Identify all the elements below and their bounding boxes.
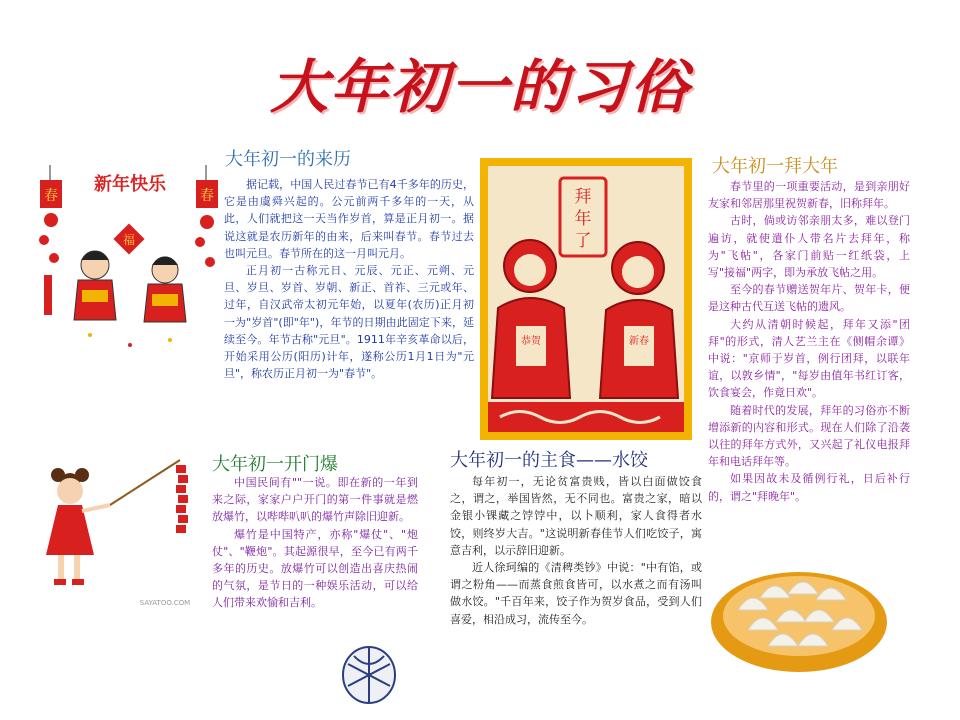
figure-right-caption: 新春 <box>629 336 649 347</box>
firecracker-heading: 大年初一开门爆 <box>212 454 338 475</box>
bainian-papercut-image <box>480 158 692 440</box>
bainian-paragraph: 随着时代的发展，拜年的习俗亦不断增添新的内容和形式。现在人们除了沿袭以往的拜年方式外，又兴起了礼仪电报拜年和电话拜年等。 <box>708 403 910 469</box>
new-year-kids-illustration <box>30 160 230 360</box>
firecracker-paragraph: 中国民间有""一说。即在新的一年到来之际，家家户户开门的第一件事就是燃放爆竹，以哔哔叭叭的爆竹声除旧迎新。 <box>212 476 418 524</box>
bainian-heading: 大年初一拜大年 <box>712 156 838 177</box>
origin-body <box>224 176 474 382</box>
food-heading: 大年初一的主食——水饺 <box>450 450 648 471</box>
firecracker-body <box>212 474 418 612</box>
couplet-right-char: 春 <box>200 188 214 204</box>
svg-text:年: 年 <box>574 209 592 229</box>
bainian-body <box>708 178 910 505</box>
origin-paragraph: 据记载，中国人民过春节已有4千多年的历史，它是由虞舜兴起的。公元前两千多年的一天，从此，人们就把这一天当作岁首，算是正月初一。据说这就是农历新年的由来，后来叫春节。春节过去也叫元旦。春节所在的这一月叫元月。 <box>224 178 474 260</box>
firecracker-string <box>176 465 188 533</box>
food-body <box>450 473 702 628</box>
origin-paragraph: 正月初一古称元日、元辰、元正、元朔、元旦、岁旦、岁首、岁朝、新正、首祚、三元或年、过年，自汉武帝太初元年始，以夏年(农历)正月初一为"岁首"(即"年")，年节的日期由此固定下来，延续至今。年节古称"元旦"。1911年辛亥革命以后，开始采用公历(阳历)计年，遂称公历1月1日为"元旦"，称农历正月初一为"春节"。 <box>224 264 474 381</box>
page-title: 大年初一的习俗 <box>270 53 691 121</box>
svg-text:福: 福 <box>122 233 136 247</box>
bainian-paragraph: 如果因故未及循例行礼，日后补行的，谓之"拜晚年"。 <box>708 472 910 503</box>
bainian-paragraph: 大约从清朝时候起，拜年又添"团拜"的形式，清人艺兰主在《侧帽余谭》中说："京师于岁首，例行团拜，以联年谊，以敦乡情"，"每岁由值年书红订客，饮食宴会，作竟日欢"。 <box>708 317 910 400</box>
watermark: SAYATOO.COM <box>139 599 191 607</box>
dumplings-image <box>708 550 890 678</box>
girl-firecracker-illustration <box>30 455 200 610</box>
firecracker-paragraph: 爆竹是中国特产，亦称"爆仗"、"炮仗"、"鞭炮"。其起源很早，至今已有两千多年的历史。放爆竹可以创造出喜庆热闹的气氛，是节日的一种娱乐活动，可以给人们带来欢愉和吉利。 <box>212 527 418 610</box>
bainian-paragraph: 至今的春节赠送贺年片、贺年卡，便是这种古代互送飞帖的遗风。 <box>708 283 910 314</box>
svg-text:拜: 拜 <box>574 187 592 207</box>
decorative-ornament <box>336 642 402 708</box>
origin-heading: 大年初一的来历 <box>225 149 351 170</box>
greeting-banner: 新年快乐 <box>94 174 166 195</box>
figure-left-caption: 恭贺 <box>521 336 541 347</box>
svg-text:了: 了 <box>574 231 592 251</box>
couplet-left-char: 春 <box>44 188 58 204</box>
bainian-paragraph: 古时，倘或访邻亲朋太多，难以登门遍访，就使遣仆人带名片去拜年，称为"飞帖"，各家门前贴一红纸袋，上写"接福"两字，即为承放飞帖之用。 <box>708 214 910 280</box>
food-paragraph: 近人徐珂编的《清稗类钞》中说："中有馅，或谓之粉角——而蒸食煎食皆可，以水煮之而有汤叫做水饺。"千百年来，饺子作为贺岁食品，受到人们喜爱，相沿成习，流传至今。 <box>450 561 702 626</box>
food-paragraph: 每年初一，无论贫富贵贱，皆以白面做饺食之，谓之，举国皆然，无不同也。富贵之家，暗以金银小锞藏之饽饽中，以卜顺利，家人食得者水饺，则终岁大吉。"这说明新春佳节人们吃饺子，寓意吉利，以示辞旧迎新。 <box>450 475 702 557</box>
bainian-paragraph: 春节里的一项重要活动，是到亲朋好友家和邻居那里祝贺新春，旧称拜年。 <box>708 180 910 211</box>
